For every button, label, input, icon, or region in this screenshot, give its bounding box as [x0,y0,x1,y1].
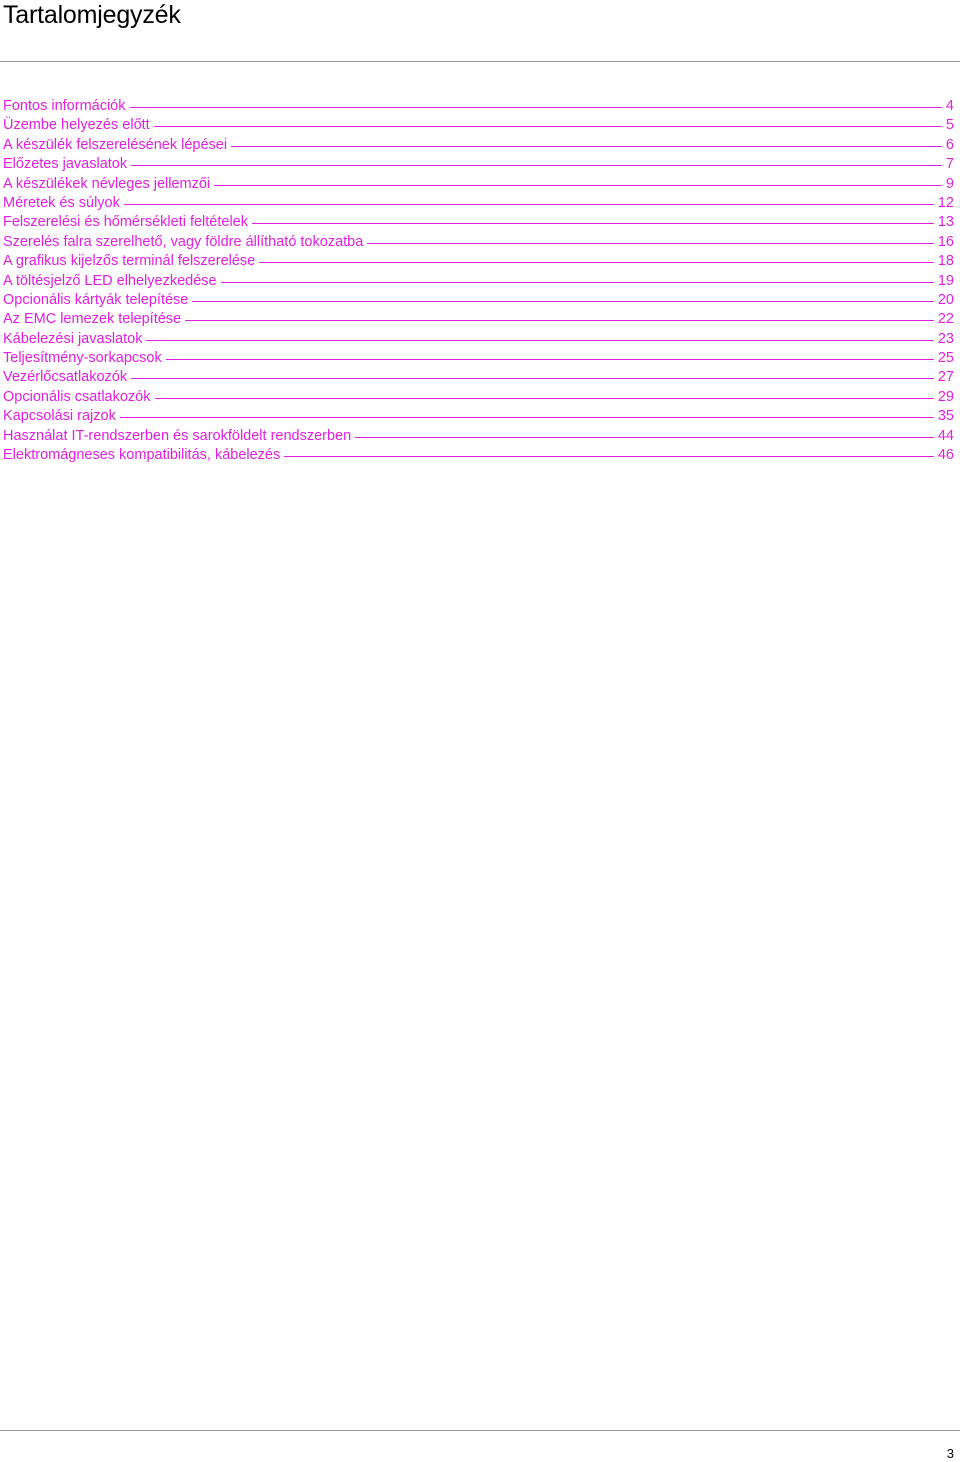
toc-entry-label: Teljesítmény-sorkapcsok [3,350,162,367]
toc-entry-page: 9 [945,175,954,192]
toc-leader-line [252,223,934,224]
toc-entry[interactable] [3,252,954,271]
toc-entry-label: Elektromágneses kompatibilitás, kábelezés [3,447,281,464]
toc-entry[interactable] [3,427,954,446]
toc-entry-page: 7 [945,156,954,173]
toc-entry-page: 19 [937,272,954,289]
toc-entry-page: 46 [937,447,954,464]
toc-leader-line [131,378,934,379]
toc-entry-page: 22 [937,311,954,328]
page-title: Tartalomjegyzék [3,1,181,29]
toc-entry[interactable] [3,388,954,407]
toc-entry[interactable] [3,368,954,387]
toc-leader-line [367,243,934,244]
toc-entry[interactable] [3,175,954,194]
toc-leader-line [192,301,933,302]
toc-entry[interactable] [3,136,954,155]
toc-leader-line [130,107,942,108]
toc-entry-page: 18 [937,253,954,270]
toc-entry-label: Opcionális kártyák telepítése [3,291,189,308]
toc-entry[interactable] [3,194,954,213]
toc-entry[interactable] [3,213,954,232]
toc-leader-line [221,282,934,283]
footer-divider [0,1430,960,1431]
toc-entry[interactable] [3,116,954,135]
toc-entry-label: Kapcsolási rajzok [3,408,116,425]
toc-leader-line [355,437,934,438]
toc-entry-label: A készülék felszerelésének lépései [3,136,228,153]
toc-leader-line [124,204,934,205]
toc-entry-page: 29 [937,388,954,405]
toc-entry-label: Fontos információk [3,98,126,114]
toc-entry-label: Üzembe helyezés előtt [3,117,150,134]
toc-entry-label: Az EMC lemezek telepítése [3,311,182,328]
toc-entry-label: Felszerelési és hőmérsékleti feltételek [3,214,248,231]
toc-entry-page: 12 [937,194,954,211]
header-divider [0,61,960,62]
toc-entry-page: 6 [945,136,954,153]
table-of-contents [3,97,954,465]
toc-entry[interactable] [3,407,954,426]
toc-leader-line [154,126,942,127]
toc-entry[interactable] [3,310,954,329]
page-number: 3 [946,1446,954,1461]
toc-entry-label: A készülékek névleges jellemzői [3,175,211,192]
toc-leader-line [231,146,942,147]
toc-leader-line [155,398,934,399]
toc-entry-page: 23 [937,330,954,347]
toc-entry[interactable] [3,446,954,465]
toc-entry[interactable] [3,291,954,310]
toc-entry-page: 25 [937,350,954,367]
toc-entry-page: 35 [937,408,954,425]
toc-entry-label: Használat IT-rendszerben és sarokföldelt rendszerben [3,427,352,444]
toc-entry-label: Opcionális csatlakozók [3,388,151,405]
toc-leader-line [120,417,934,418]
toc-entry-label: Szerelés falra szerelhető, vagy földre állítható tokozatba [3,233,364,250]
toc-entry[interactable] [3,272,954,291]
toc-leader-line [131,165,942,166]
toc-entry-page: 13 [937,214,954,231]
toc-entry-page: 20 [937,291,954,308]
toc-entry-page: 5 [945,117,954,134]
toc-entry-label: Kábelezési javaslatok [3,330,143,347]
toc-leader-line [146,340,933,341]
toc-entry-page: 4 [945,98,954,114]
toc-entry-page: 16 [937,233,954,250]
toc-entry-label: A grafikus kijelzős terminál felszerelése [3,253,256,270]
toc-leader-line [185,320,934,321]
toc-leader-line [284,456,934,457]
toc-leader-line [214,185,942,186]
toc-entry-page: 27 [937,369,954,386]
toc-entry-page: 44 [937,427,954,444]
toc-entry[interactable] [3,233,954,252]
toc-entry[interactable] [3,349,954,368]
toc-entry[interactable] [3,155,954,174]
toc-entry-label: Méretek és súlyok [3,194,120,211]
toc-entry[interactable] [3,97,954,116]
toc-entry-label: A töltésjelző LED elhelyezkedése [3,272,217,289]
toc-entry-label: Előzetes javaslatok [3,156,128,173]
toc-leader-line [166,359,934,360]
toc-leader-line [259,262,934,263]
toc-entry-label: Vezérlőcsatlakozók [3,369,128,386]
toc-entry[interactable] [3,330,954,349]
